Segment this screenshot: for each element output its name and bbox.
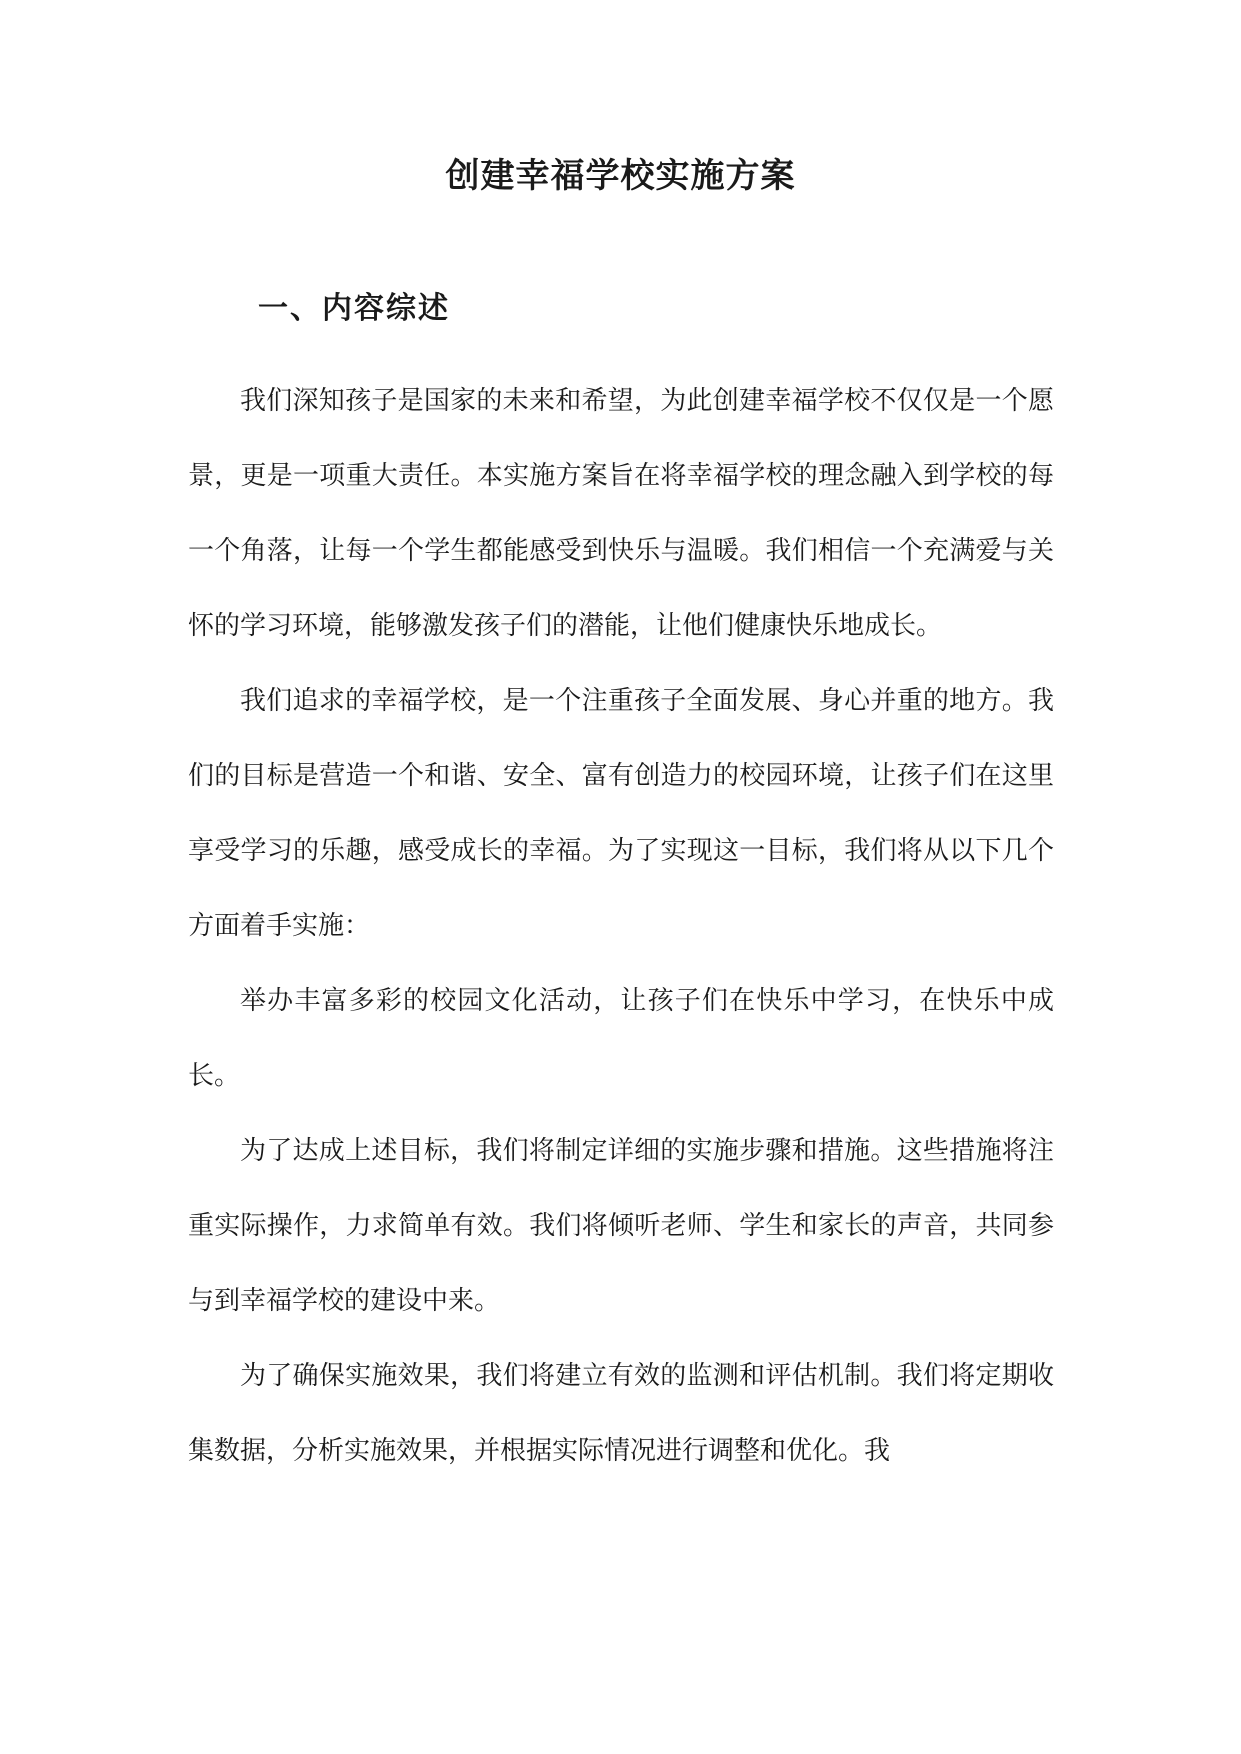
paragraph: 我们追求的幸福学校，是一个注重孩子全面发展、身心并重的地方。我们的目标是营造一个和谐、安全、富有创造力的校园环境，让孩子们在这里享受学习的乐趣，感受成长的幸福。为了实现这一目标，我们将从以下几个方面着手实施： (188, 686, 1054, 941)
paragraph: 我们深知孩子是国家的未来和希望，为此创建幸福学校不仅仅是一个愿景，更是一项重大责任。本实施方案旨在将幸福学校的理念融入到学校的每一个角落，让每一个学生都能感受到快乐与温暖。我们相信一个充满爱与关怀的学习环境，能够激发孩子们的潜能，让他们健康快乐地成长。 (188, 386, 1054, 641)
body-text (188, 364, 1054, 1489)
page-title: 创建幸福学校实施方案 (445, 156, 796, 196)
section-heading: 一、内容综述 (258, 291, 450, 326)
paragraph: 为了达成上述目标，我们将制定详细的实施步骤和措施。这些措施将注重实际操作，力求简单有效。我们将倾听老师、学生和家长的声音，共同参与到幸福学校的建设中来。 (188, 1136, 1054, 1316)
paragraph: 举办丰富多彩的校园文化活动，让孩子们在快乐中学习，在快乐中成长。 (188, 986, 1054, 1091)
paragraph: 为了确保实施效果，我们将建立有效的监测和评估机制。我们将定期收集数据，分析实施效果，并根据实际情况进行调整和优化。我 (188, 1361, 1054, 1466)
